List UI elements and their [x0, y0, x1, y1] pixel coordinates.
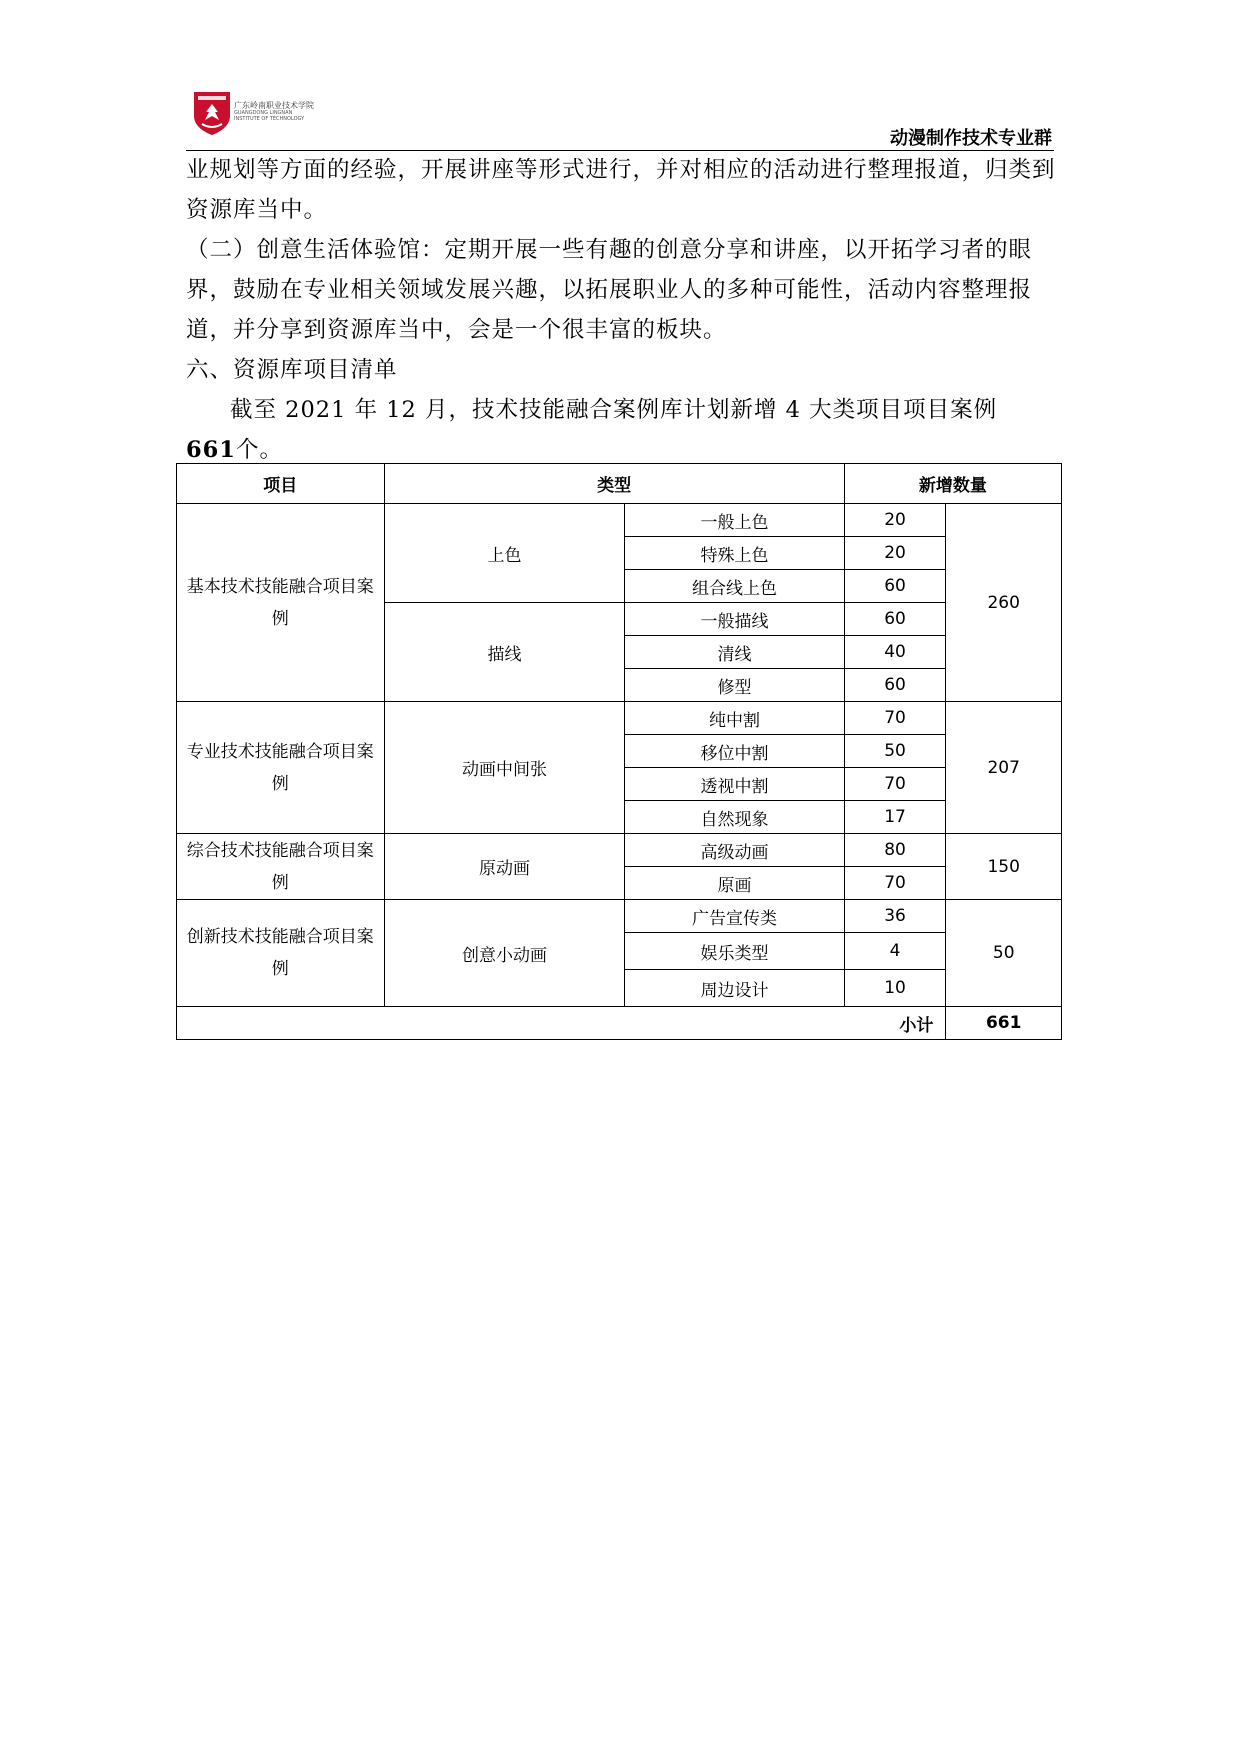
body-text: [186, 150, 1056, 470]
subtotal-value: 661: [946, 1007, 1062, 1040]
section-heading: 六、资源库项目清单: [186, 357, 398, 383]
project-cell: 综合技术技能融合项目案例: [177, 834, 385, 900]
type-cell: 动画中间张: [384, 702, 625, 834]
total-cell: 207: [946, 702, 1062, 834]
project-cell: 基本技术技能融合项目案例: [177, 504, 385, 702]
count-cell: 60: [844, 603, 946, 636]
subtype-cell: 一般上色: [625, 504, 844, 537]
count-cell: 10: [844, 970, 946, 1007]
subtotal-row: [177, 1007, 1062, 1040]
paragraph-3: 截至 2021 年 12 月，技术技能融合案例库计划新增 4 大类项目项目案例 661个。: [186, 397, 998, 463]
table-row: [177, 702, 1062, 735]
paragraph-2: （二）创意生活体验馆：定期开展一些有趣的创意分享和讲座，以开拓学习者的眼界，鼓励在专业相关领域发展兴趣，以拓展职业人的多种可能性，活动内容整理报道，并分享到资源库当中，会是一个很丰富的板块。: [186, 237, 1033, 343]
count-cell: 80: [844, 834, 946, 867]
type-cell: 上色: [384, 504, 625, 603]
header-type: 类型: [384, 464, 844, 504]
subtotal-label: 小计: [177, 1007, 946, 1040]
subtype-cell: 清线: [625, 636, 844, 669]
subtype-cell: 透视中割: [625, 768, 844, 801]
subtype-cell: 组合线上色: [625, 570, 844, 603]
table-row: [177, 900, 1062, 933]
count-cell: 40: [844, 636, 946, 669]
school-emblem-icon: [192, 90, 232, 136]
paragraph-1: 业规划等方面的经验，开展讲座等形式进行，并对相应的活动进行整理报道，归类到资源库当中。: [186, 157, 1056, 223]
count-cell: 20: [844, 504, 946, 537]
subtype-cell: 移位中割: [625, 735, 844, 768]
school-name-en: GUANGDONG LINGNAN INSTITUTE OF TECHNOLOGY: [234, 110, 305, 122]
type-cell: 原动画: [384, 834, 625, 900]
count-cell: 60: [844, 669, 946, 702]
subtype-cell: 特殊上色: [625, 537, 844, 570]
subtype-cell: 高级动画: [625, 834, 844, 867]
type-cell: 创意小动画: [384, 900, 625, 1007]
count-cell: 50: [844, 735, 946, 768]
subtype-cell: 广告宣传类: [625, 900, 844, 933]
subtype-cell: 原画: [625, 867, 844, 900]
project-cell: 创新技术技能融合项目案例: [177, 900, 385, 1007]
table-header-row: [177, 464, 1062, 504]
type-cell: 描线: [384, 603, 625, 702]
count-cell: 4: [844, 933, 946, 970]
doc-group-title: 动漫制作技术专业群: [890, 128, 1052, 149]
header-added: 新增数量: [844, 464, 1061, 504]
table-row: [177, 834, 1062, 867]
subtype-cell: 周边设计: [625, 970, 844, 1007]
subtype-cell: 修型: [625, 669, 844, 702]
count-cell: 17: [844, 801, 946, 834]
count-cell: 70: [844, 867, 946, 900]
count-cell: 70: [844, 702, 946, 735]
subtype-cell: 纯中割: [625, 702, 844, 735]
header-project: 项目: [177, 464, 385, 504]
resource-table: [176, 463, 1062, 1040]
school-name-cn: 广东岭南职业技术学院: [234, 101, 314, 110]
count-cell: 20: [844, 537, 946, 570]
project-cell: 专业技术技能融合项目案例: [177, 702, 385, 834]
total-cell: 260: [946, 504, 1062, 702]
table-row: [177, 504, 1062, 537]
total-cell: 50: [946, 900, 1062, 1007]
subtype-cell: 娱乐类型: [625, 933, 844, 970]
total-cell: 150: [946, 834, 1062, 900]
count-cell: 36: [844, 900, 946, 933]
count-cell: 60: [844, 570, 946, 603]
subtype-cell: 一般描线: [625, 603, 844, 636]
subtype-cell: 自然现象: [625, 801, 844, 834]
count-cell: 70: [844, 768, 946, 801]
